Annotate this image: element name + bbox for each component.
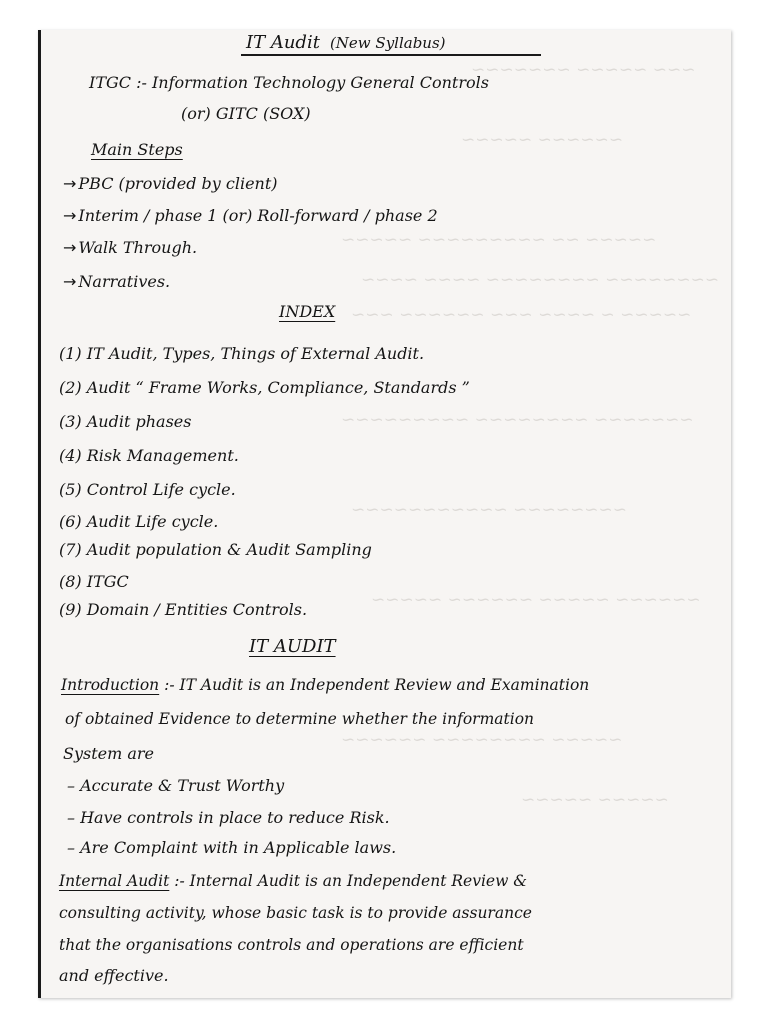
internal-audit-text: consulting activity, whose basic task is to provide assurance xyxy=(59,904,532,922)
internal-audit-label: Internal Audit xyxy=(59,872,170,890)
title-underline xyxy=(241,54,541,56)
arrow-right-icon: → xyxy=(63,272,77,291)
introduction-label: Introduction xyxy=(61,676,160,694)
main-step-item: → Interim / phase 1 (or) Roll-forward / phase 2 xyxy=(63,206,438,225)
main-step-item: → PBC (provided by client) xyxy=(63,174,278,193)
audit-bullet: – Have controls in place to reduce Risk. xyxy=(67,808,390,827)
itgc-definition: ITGC :- Information Technology General Controls xyxy=(89,73,489,92)
it-audit-heading: IT AUDIT xyxy=(249,636,336,657)
title-sub: (New Syllabus) xyxy=(329,34,446,52)
introduction-line: Introduction :- IT Audit is an Independent Review and Examination xyxy=(61,676,590,694)
index-item: (4) Risk Management. xyxy=(59,446,239,465)
index-heading: INDEX xyxy=(279,302,336,321)
index-item: (7) Audit population & Audit Sampling xyxy=(59,540,372,559)
main-steps-heading: Main Steps xyxy=(91,140,183,159)
index-item: (8) ITGC xyxy=(59,572,129,591)
index-item: (6) Audit Life cycle. xyxy=(59,512,219,531)
page-title xyxy=(246,32,446,53)
main-step-item: → Narratives. xyxy=(63,272,171,291)
internal-audit-text: that the organisations controls and operations are efficient xyxy=(59,936,524,954)
arrow-right-icon: → xyxy=(63,206,77,225)
itgc-alias: (or) GITC (SOX) xyxy=(181,104,311,123)
index-item: (3) Audit phases xyxy=(59,412,192,431)
index-item: (5) Control Life cycle. xyxy=(59,480,236,499)
main-step-item: → Walk Through. xyxy=(63,238,198,257)
title-main: IT Audit xyxy=(246,32,320,53)
introduction-text: System are xyxy=(63,744,155,763)
internal-audit-text: and effective. xyxy=(59,966,169,985)
audit-bullet: – Accurate & Trust Worthy xyxy=(67,776,285,795)
index-item: (9) Domain / Entities Controls. xyxy=(59,600,308,619)
arrow-right-icon: → xyxy=(63,174,77,193)
internal-audit-line: Internal Audit :- Internal Audit is an Independent Review & xyxy=(59,872,528,890)
arrow-right-icon: → xyxy=(63,238,77,257)
index-item: (2) Audit “ Frame Works, Compliance, Standards ” xyxy=(59,378,470,397)
index-item: (1) IT Audit, Types, Things of External Audit. xyxy=(59,344,425,363)
notebook-page: ~~~ ~~~~~ ~~~~~~~ ~~~~~~ ~~~~~ ~~~~~ ~~ ~~~~~~~~~ ~~~~~ ~~~~~~~~ ~~~~~~~~ ~~~~ ~~~~ ~~~~~ ~ ~~~~ ~~~ ~~~~~~ ~~~ ~~~~~~~ ~~~~~~~~ ~~~~~~~~~ ~~~~~~~~ ~~~~~~~~~~~ ~~~~~~ ~~~~~ ~~~~~~ ~~~~~ ~~~~~ ~~~~~~~~ ~~~~~~ ~~~~~ ~~~~~ IT Audit (New Syllabus) ITGC :- Information Technology General Controls (or) GITC (SOX) Main Steps → PBC (provided by client) → Interim / phase 1 (or) Roll-forward / phase 2 → Walk Through. → Narratives. INDEX (1) IT Audit, Types, Things of External Audit. (2) Audit “ Frame Works, Compliance, Standards ” (3) Audit phases (4) Risk Management. (5) Control Life cycle. (6) Audit Life cycle. (7) Audit population & Audit Sampling (8) ITGC (9) Domain / Entities Controls. IT AUDIT Introduction :- IT Audit is an Independent Review and Examination of obtained Evidence to determine whether the information System are – Accurate & Trust Worthy – Have controls in place to reduce Risk. – Are Complaint with in Applicable laws. Internal Audit :- Internal Audit is an Independent Review & consulting activity, whose basic task is to provide assurance that the organisations controls and operations are efficient and effective. xyxy=(38,30,731,998)
audit-bullet: – Are Complaint with in Applicable laws. xyxy=(67,838,397,857)
introduction-text: of obtained Evidence to determine whether the information xyxy=(65,710,535,728)
